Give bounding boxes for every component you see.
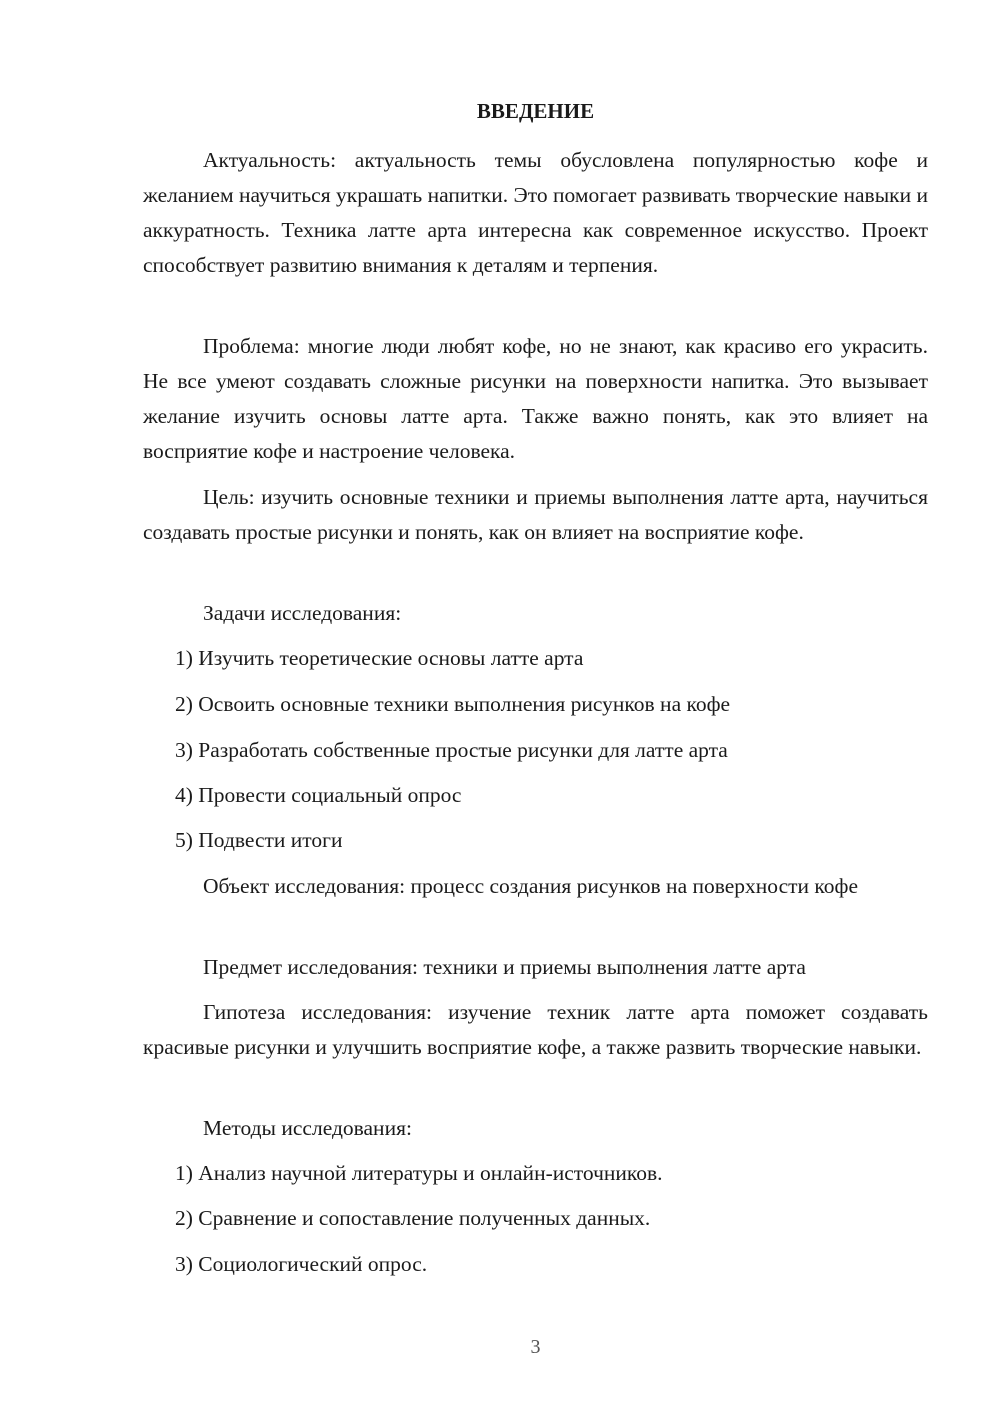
task-item: 3) Разработать собственные простые рисунки для латте арта	[175, 738, 728, 762]
page-number: 3	[530, 1336, 541, 1358]
method-item: 2) Сравнение и сопоставление полученных данных.	[175, 1206, 651, 1230]
methods-heading: Методы исследования:	[203, 1116, 412, 1140]
task-item: 2) Освоить основные техники выполнения рисунков на кофе	[175, 692, 731, 716]
method-item: 1) Анализ научной литературы и онлайн-источников.	[175, 1161, 663, 1185]
hypothesis-paragraph: Гипотеза исследования: изучение техник латте арта поможет создавать красивые рисунки и улучшить восприятие кофе, а также развить творческие навыки.	[143, 1000, 928, 1059]
subject-paragraph: Предмет исследования: техники и приемы выполнения латте арта	[203, 955, 806, 979]
section-title: ВВЕДЕНИЕ	[476, 99, 595, 123]
method-item: 3) Социологический опрос.	[175, 1252, 428, 1276]
task-item: 1) Изучить теоретические основы латте арта	[175, 646, 584, 670]
object-paragraph: Объект исследования: процесс создания рисунков на поверхности кофе	[203, 874, 858, 898]
problem-paragraph: Проблема: многие люди любят кофе, но не знают, как красиво его украсить. Не все умеют создавать сложные рисунки на поверхности напитка. Это вызывает желание изучить основы латте арта. Также важно понять, как это влияет на восприятие кофе и настроение человека.	[143, 334, 928, 463]
document-page	[143, 0, 928, 1414]
task-item: 5) Подвести итоги	[175, 828, 343, 852]
relevance-paragraph: Актуальность: актуальность темы обусловлена популярностью кофе и желанием научиться украшать напитки. Это помогает развивать творческие навыки и аккуратность. Техника латте арта интересна как современное искусство. Проект способствует развитию внимания к деталям и терпения.	[143, 148, 928, 277]
tasks-heading: Задачи исследования:	[203, 601, 402, 625]
task-item: 4) Провести социальный опрос	[175, 783, 462, 807]
goal-paragraph: Цель: изучить основные техники и приемы выполнения латте арта, научиться создавать простые рисунки и понять, как он влияет на восприятие кофе.	[143, 485, 928, 544]
